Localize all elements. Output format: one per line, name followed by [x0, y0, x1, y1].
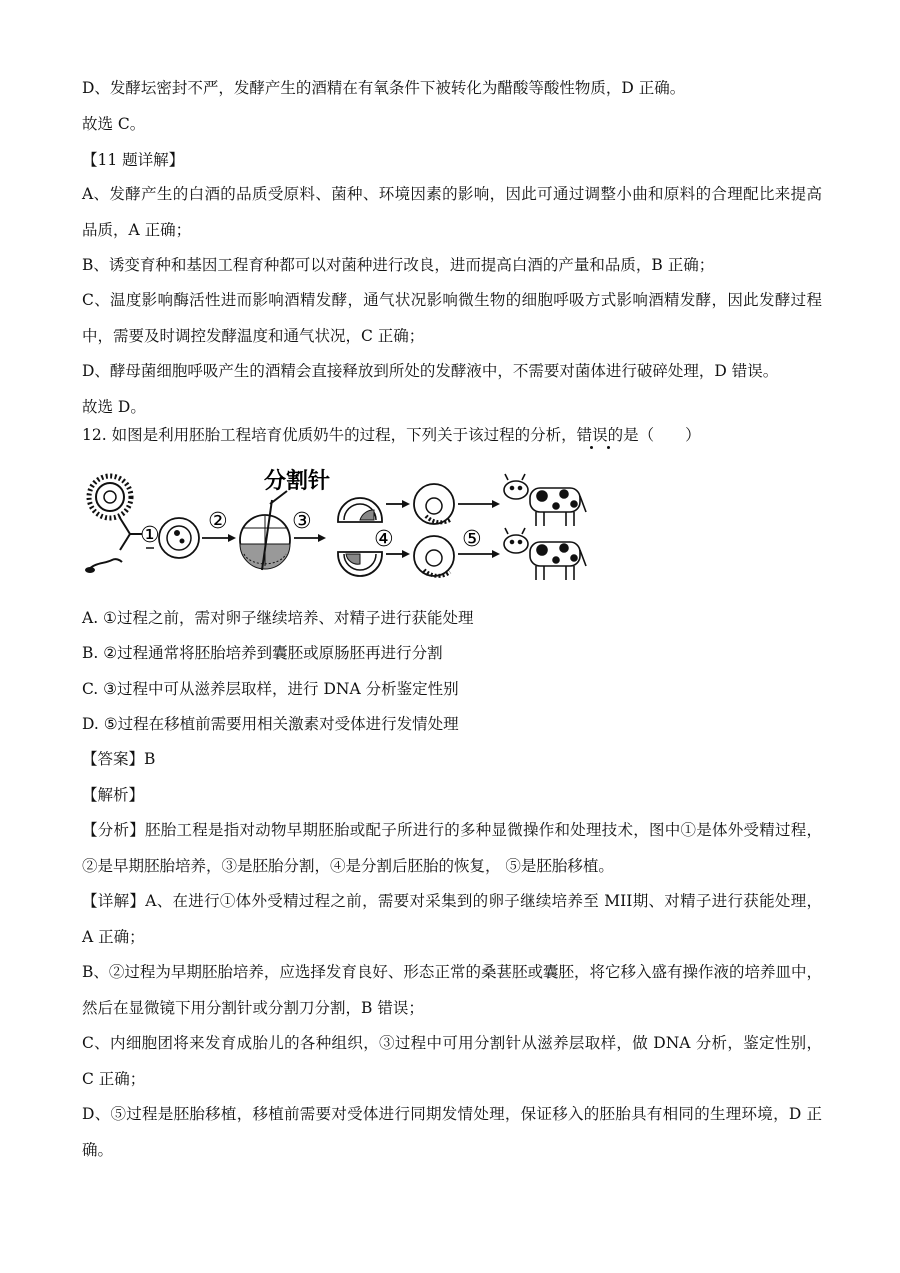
text-line: 确。	[82, 1141, 114, 1159]
option-c: C. ③过程中可从滋养层取样，进行 DNA 分析鉴定性别	[82, 680, 459, 698]
text-line: 故选 C。	[82, 115, 146, 133]
question-stem: 12. 如图是利用胚胎工程培育优质奶牛的过程，下列关于该过程的分析，错误的是（ ）	[82, 426, 701, 444]
option-d: D. ⑤过程在移植前需要用相关激素对受体进行发情处理	[82, 715, 459, 733]
text-line: D、⑤过程是胚胎移植，移植前需要对受体进行同期发情处理，保证移入的胚胎具有相同的生理环境，D 正	[82, 1105, 822, 1123]
text-line: 故选 D。	[82, 398, 146, 416]
zygote-icon	[159, 518, 199, 558]
text-line: A 正确；	[82, 928, 145, 946]
needle-label: 分割针	[264, 469, 331, 494]
step-label: ③	[292, 509, 312, 534]
text-line: 【详解】A、在进行①体外受精过程之前，需要对采集到的卵子继续培养至 MII期、对精子进行获能处理，	[82, 892, 822, 910]
answer-line: 【答案】B	[82, 750, 156, 768]
text-line: C、内细胞团将来发育成胎儿的各种组织，③过程中可用分割针从滋养层取样，做 DNA 分析，鉴定性别，	[82, 1034, 822, 1052]
merge-arrow-icon	[120, 518, 142, 550]
half-embryo-bottom-icon	[338, 552, 382, 576]
text-line: 然后在显微镜下用分割针或分割刀分割，B 错误；	[82, 999, 424, 1017]
recovered-embryo-icon	[414, 484, 454, 524]
embryo-engineering-figure	[82, 466, 592, 594]
text-line: D、发酵坛密封不严，发酵产生的酒精在有氧条件下被转化为醋酸等酸性物质，D 正确。	[82, 79, 686, 97]
text-line: D、酵母菌细胞呼吸产生的酒精会直接释放到所处的发酵液中，不需要对菌体进行破碎处理，D 错误。	[82, 362, 779, 380]
text-line: 中，需要及时调控发酵温度和通气状况，C 正确；	[82, 327, 425, 345]
cow-icon	[504, 528, 586, 580]
emphasis-dot	[590, 446, 593, 449]
step-label: ⑤	[462, 527, 482, 552]
step-label: ①	[140, 523, 160, 548]
section-heading: 【11 题详解】	[82, 151, 185, 169]
half-embryo-top-icon	[338, 498, 382, 522]
text-line: 【分析】胚胎工程是指对动物早期胚胎或配子所进行的多种显微操作和处理技术，图中①是体外受精过程，	[82, 821, 822, 839]
analysis-heading: 【解析】	[82, 786, 145, 804]
text-line: A、发酵产生的白酒的品质受原料、菌种、环境因素的影响，因此可通过调整小曲和原料的合理配比来提高	[82, 185, 822, 203]
recovered-embryo-icon	[414, 536, 454, 576]
emphasis-dot	[607, 446, 610, 449]
option-a: A. ①过程之前，需对卵子继续培养、对精子进行获能处理	[82, 609, 474, 627]
text-line: C 正确；	[82, 1070, 146, 1088]
step-label: ②	[208, 509, 228, 534]
text-line: B、②过程为早期胚胎培养，应选择发育良好、形态正常的桑葚胚或囊胚，将它移入盛有操作液的培养皿中，	[82, 963, 822, 981]
cow-icon	[504, 474, 586, 526]
text-line: ②是早期胚胎培养，③是胚胎分割，④是分割后胚胎的恢复， ⑤是胚胎移植。	[82, 857, 614, 875]
text-line: C、温度影响酶活性进而影响酒精发酵，通气状况影响微生物的细胞呼吸方式影响酒精发酵，因此发酵过程	[82, 291, 822, 309]
step-label: ④	[374, 527, 394, 552]
oocyte-icon	[89, 476, 131, 518]
text-line: B、诱变育种和基因工程育种都可以对菌种进行改良，进而提高白酒的产量和品质，B 正确；	[82, 256, 715, 274]
text-line: 品质，A 正确；	[82, 221, 192, 239]
option-b: B. ②过程通常将胚胎培养到囊胚或原肠胚再进行分割	[82, 644, 443, 662]
